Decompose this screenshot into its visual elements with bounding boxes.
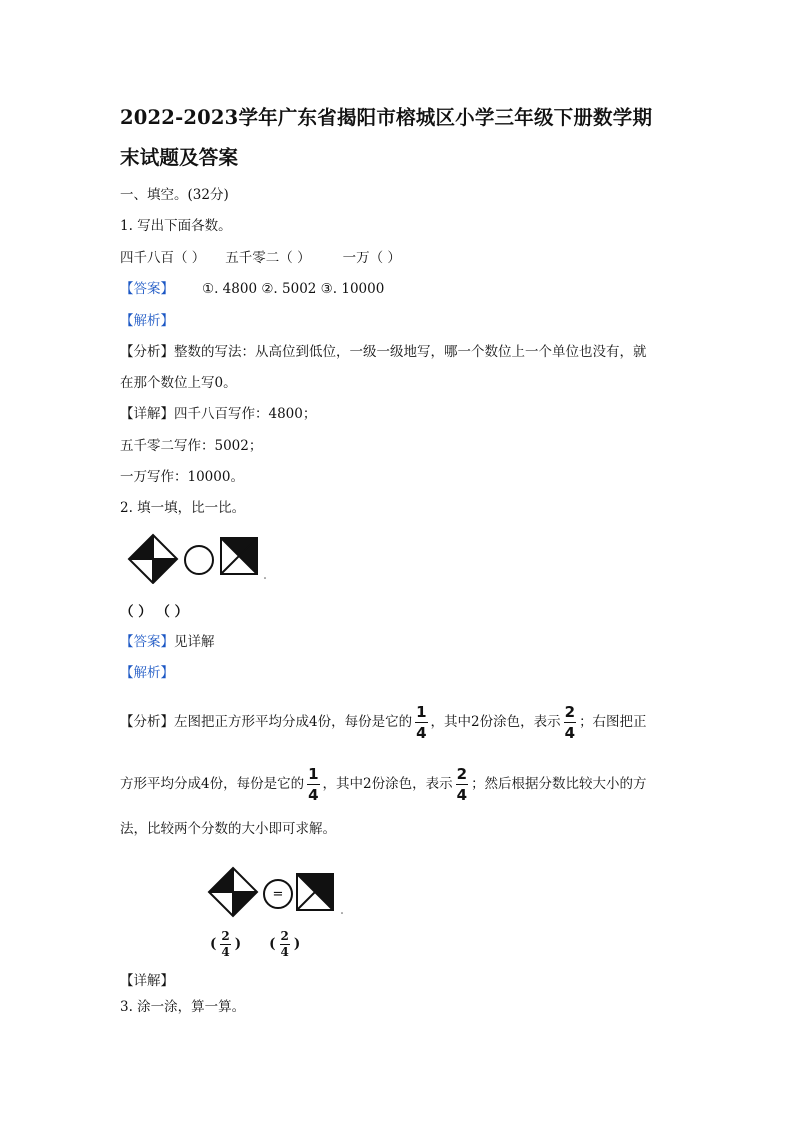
- q2-fenxi-text-a: 左图把正方形平均分成4份，每份是它的: [174, 714, 413, 730]
- fenxi-tag: 【分析】: [120, 344, 174, 360]
- fraction-two-quarters: [456, 766, 468, 803]
- fraction-denominator: 4: [564, 724, 576, 742]
- q2-fenxi-text-b: ，其中2份涂色，表示: [430, 714, 561, 730]
- fraction-numerator: 2: [564, 703, 576, 721]
- fraction-numerator: 2: [456, 765, 468, 783]
- q2-figure: [126, 530, 272, 584]
- fraction-denominator: 4: [308, 786, 319, 804]
- fraction-numerator: 2: [280, 929, 289, 943]
- right-square-shape: [221, 538, 257, 574]
- q1-detail-line2: 五千零二写作：5002；: [120, 438, 263, 454]
- document-title-line1: 2022-2023学年广东省揭阳市榕城区小学三年级下册数学期: [120, 106, 653, 129]
- answer-tag: 【答案】: [120, 634, 174, 650]
- q2-fenxi-text-e: ，其中2份涂色，表示: [322, 776, 453, 792]
- answer-fraction-left: [220, 930, 230, 959]
- q2-fenxi-line1: [120, 700, 647, 744]
- q2-solution-figure: [206, 866, 352, 920]
- q1-answer: [120, 278, 384, 300]
- fraction-numerator: 1: [416, 703, 427, 721]
- compare-circle: [185, 546, 213, 574]
- fraction-denominator: 4: [221, 945, 230, 959]
- q1-detail-line3: 一万写作：10000。: [120, 469, 244, 485]
- q1-fenxi-line2: 在那个数位上写0。: [120, 375, 237, 391]
- q1-item2: 五千零二（ ）: [225, 250, 311, 266]
- q1-item3: 一万（ ）: [342, 250, 401, 266]
- q2-fenxi-text-d: 方形平均分成4份，每份是它的: [120, 776, 305, 792]
- section-heading: 一、填空。(32分): [120, 187, 229, 203]
- q1-detail-line1: [120, 403, 316, 425]
- right-square-shape: [297, 874, 333, 910]
- q2-answer-text: 见详解: [174, 634, 215, 650]
- right-paren: ): [234, 936, 242, 952]
- q1-items: [120, 247, 401, 269]
- q2-analysis-tag: [120, 662, 174, 684]
- q1-fenxi-line1: [120, 341, 647, 363]
- answer-tag: 【答案】: [120, 281, 174, 297]
- fraction-numerator: 1: [308, 765, 319, 783]
- q1-analysis-tag: [120, 310, 174, 332]
- fraction-numerator: 2: [221, 929, 230, 943]
- fenxi-tag: 【分析】: [120, 714, 174, 730]
- left-diamond-shape: [129, 535, 177, 583]
- analysis-tag: 【解析】: [120, 313, 174, 329]
- q2-fenxi-line2: [120, 762, 647, 806]
- q2-answer: [120, 631, 215, 653]
- fraction-two-quarters: [564, 704, 576, 741]
- analysis-tag: 【解析】: [120, 665, 174, 681]
- q2-stem: 2. 填一填，比一比。: [120, 500, 246, 516]
- q1-answer-text: ①. 4800 ②. 5002 ③. 10000: [202, 281, 385, 297]
- fraction-denominator: 4: [280, 945, 289, 959]
- q1-detail-text1: 四千八百写作：4800；: [174, 406, 317, 422]
- left-paren: (: [269, 936, 276, 952]
- q3-stem: 3. 涂一涂，算一算。: [120, 999, 246, 1015]
- fraction-one-quarter: [415, 704, 427, 741]
- q1-fenxi-text1: 整数的写法：从高位到低位，一级一级地写，哪一个数位上一个单位也没有，就: [174, 344, 647, 360]
- fraction-one-quarter: [307, 766, 319, 803]
- document-title-line2: 末试题及答案: [120, 146, 239, 169]
- fraction-denominator: 4: [456, 786, 468, 804]
- q2-fenxi-text-c: ；右图把正: [579, 714, 647, 730]
- equals-symbol: =: [272, 887, 284, 902]
- q2-blanks: （ ） （ ）: [120, 604, 189, 620]
- fraction-denominator: 4: [416, 724, 427, 742]
- answer-fraction-right: [280, 930, 290, 959]
- q2-fenxi-line3: 法，比较两个分数的大小即可求解。: [120, 821, 336, 837]
- q2-detail-tag: 【详解】: [120, 973, 174, 989]
- q1-item1: 四千八百（ ）: [120, 250, 206, 266]
- detail-tag: 【详解】: [120, 406, 174, 422]
- q2-fenxi-text-f: ；然后根据分数比较大小的方: [471, 776, 647, 792]
- q1-stem: 1. 写出下面各数。: [120, 218, 232, 234]
- q2-solution-answers: [210, 928, 300, 960]
- left-diamond-shape: [209, 868, 257, 916]
- right-paren: ): [293, 936, 301, 952]
- left-paren: (: [210, 936, 217, 952]
